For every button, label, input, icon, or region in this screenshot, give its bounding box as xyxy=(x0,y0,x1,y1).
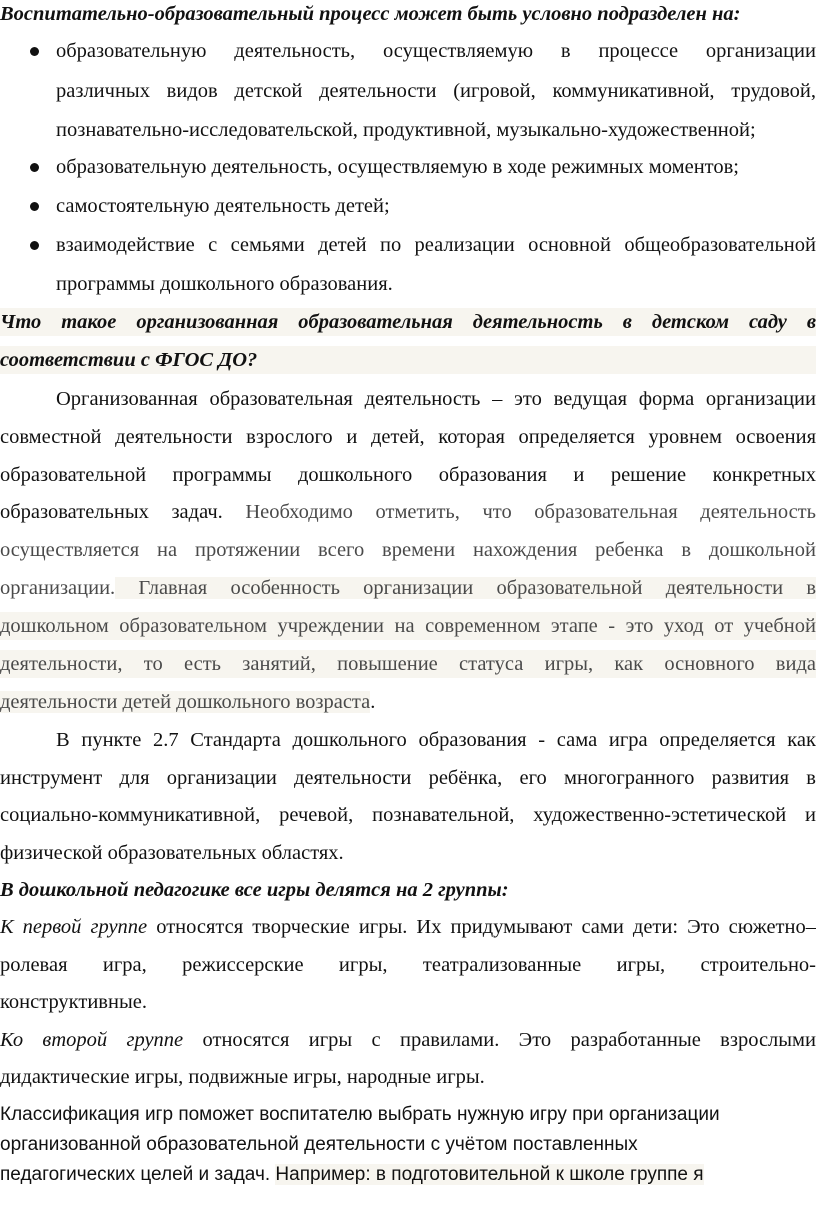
question-heading-line-2: соответствии с ФГОС ДО? xyxy=(0,346,816,374)
para2-line-1: В пункте 2.7 Стандарта дошкольного образования - сама игра определяется как xyxy=(56,729,816,751)
para1-line-4a: образовательных задач. xyxy=(0,501,223,523)
para1-line-3: образовательной программы дошкольного образования и решение конкретных xyxy=(0,464,816,486)
bullet-1-line-2: различных видов детской деятельности (игровой, коммуникативной, трудовой, xyxy=(56,80,816,102)
group1-label: К первой группе xyxy=(0,916,148,938)
final-line-3c: в подготовительной к школе группе я xyxy=(370,1164,704,1185)
para1-line-9-text: деятельности детей дошкольного возраста xyxy=(0,691,371,713)
final-line-3a: педагогических целей и задач. xyxy=(0,1164,276,1185)
para1-line-8: деятельности, то есть занятий, повышение статуса игры, как основного вида xyxy=(0,650,816,678)
group1-line-1-rest: относятся творческие игры. Их придумывают сами дети: Это сюжетно– xyxy=(147,916,816,938)
question-heading-line-1: Что такое организованная образовательная деятельность в детском саду в xyxy=(0,308,816,336)
para2-line-3: социально-коммуникативной, речевой, познавательной, художественно-эстетической и xyxy=(0,804,816,826)
group1-line-2: ролевая игра, режиссерские игры, театрализованные игры, строительно- xyxy=(0,954,816,976)
para1-line-4b: Необходимо отметить, что образовательная деятельность xyxy=(222,501,816,523)
bullet-icon xyxy=(30,241,39,250)
group1-line-1 xyxy=(0,913,816,941)
para1-line-2: совместной деятельности взрослого и детей, которая определяется уровнем освоения xyxy=(0,426,816,448)
final-line-2: организованной образовательной деятельности с учётом поставленных xyxy=(0,1134,638,1155)
bullet-2-line-1: образовательную деятельность, осуществляемую в ходе режимных моментов; xyxy=(56,156,739,178)
para1-line-5: осуществляется на протяжении всего времени нахождения ребенка в дошкольной xyxy=(0,539,816,561)
para1-line-1: Организованная образовательная деятельность – это ведущая форма организации xyxy=(56,388,816,410)
bullet-3-line-1: самостоятельную деятельность детей; xyxy=(56,195,390,217)
bullet-icon xyxy=(30,163,39,172)
para1-line-7: дошкольном образовательном учреждении на современном этапе - это уход от учебной xyxy=(0,612,816,640)
para2-line-2: инструмент для организации деятельности ребёнка, его многогранного развития в xyxy=(0,767,816,789)
final-line-3 xyxy=(0,1161,816,1189)
bullet-icon xyxy=(30,47,39,56)
group1-line-3: конструктивные. xyxy=(0,991,147,1013)
bullet-icon xyxy=(30,202,39,211)
bullet-4-line-2: программы дошкольного образования. xyxy=(56,273,393,295)
bullet-1-line-1: образовательную деятельность, осуществляемую в процессе организации xyxy=(56,40,816,62)
bullet-1-line-3: познавательно-исследовательской, продуктивной, музыкально-художественной; xyxy=(56,119,756,141)
para2-line-4: физической образовательных областях. xyxy=(0,842,344,864)
group2-line-2: дидактические игры, подвижные игры, народные игры. xyxy=(0,1066,485,1088)
para1-line-6a: организации. xyxy=(0,577,116,599)
para1-line-4 xyxy=(0,498,816,526)
para1-line-9 xyxy=(0,688,375,716)
group2-line-1-rest: относятся игры с правилами. Это разработанные взрослыми xyxy=(183,1029,816,1051)
final-line-3b: Например: xyxy=(275,1164,371,1185)
group2-line-1 xyxy=(0,1026,816,1054)
games-heading: В дошкольной педагогике все игры делятся на 2 группы: xyxy=(0,879,509,901)
bullet-4-line-1: взаимодействие с семьями детей по реализации основной общеобразовательной xyxy=(56,234,816,256)
para1-line-9-end: . xyxy=(370,691,376,713)
final-line-1: Классификация игр поможет воспитателю выбрать нужную игру при организации xyxy=(0,1104,720,1125)
group2-label: Ко второй группе xyxy=(0,1029,184,1051)
section-heading: Воспитательно-образовательный процесс может быть условно подразделен на: xyxy=(0,3,741,25)
para1-line-6b: Главная особенность организации образовательной деятельности в xyxy=(115,577,816,599)
para1-line-6 xyxy=(0,574,816,602)
